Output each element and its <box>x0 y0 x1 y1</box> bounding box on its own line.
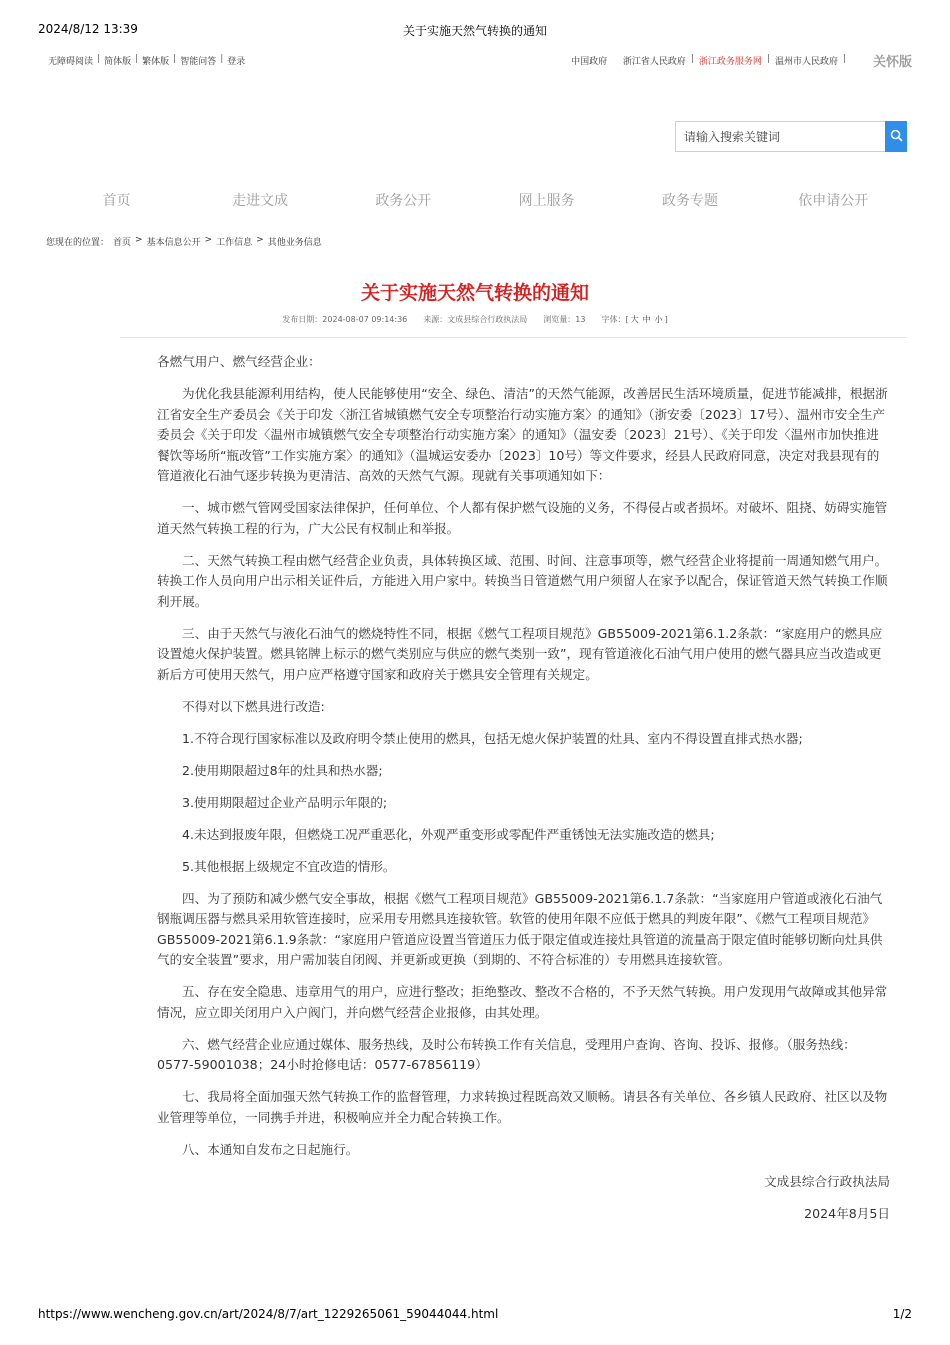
breadcrumb-home[interactable]: 首页 <box>113 238 132 248</box>
paragraph: 一、城市燃气管网受国家法律保护，任何单位、个人都有保护燃气设施的义务，不得侵占或者损坏。对破坏、阻挠、妨碍实施管道天然气转换工程的行为，广大公民有权制止和举报。 <box>157 500 888 536</box>
breadcrumb-basic-info[interactable]: 基本信息公开 <box>146 238 201 248</box>
paragraph: 六、燃气经营企业应通过媒体、服务热线，及时公布转换工作有关信息，受理用户查询、咨询、投诉、报修。（服务热线：0577-59001038；24小时抢修电话：0577-67856119） <box>157 1036 856 1072</box>
article-source: 来源：文成县综合行政执法局 <box>423 315 528 324</box>
font-size-control: 字体：[ 大 中 小 ] <box>601 315 668 324</box>
signature: 文成县综合行政执法局 <box>764 1173 890 1189</box>
paragraph: 不得对以下燃具进行改造: <box>182 698 325 714</box>
paragraph: 为优化我县能源利用结构，使人民能够使用“安全、绿色、清洁”的天然气能源，改善居民生活环境质量，促进节能减排，根据浙江省安全生产委员会《关于印发〈浙江省城镇燃气安全专项整治行动实施方案〉的通知》（浙安委〔2023〕17号）、温州市安全生产委员会《关于印发〈温州市城镇燃气安全专项整治行动实施方案〉的通知》（温安委〔2023〕21号）、《关于印发〈温州市加快推进餐饮等场所“瓶改管”工作实施方案〉的通知》（温城运安委办〔2023〕10号）等文件要求，经县人民政府同意，决定对我县现有的管道液化石油气逐步转换为更清洁、高效的天然气气源。现就有关事项通知如下： <box>157 386 888 483</box>
paragraph: 3.使用期限超过企业产品明示年限的; <box>182 794 388 810</box>
gov-links: 中国政府 浙江省人民政府 | 浙江政务服务网 | 温州市人民政府 | <box>571 54 846 67</box>
font-size-medium[interactable]: 中 <box>642 315 651 324</box>
nav-online-service[interactable]: 网上服务 <box>518 193 575 209</box>
main-nav <box>45 190 905 212</box>
nav-home[interactable]: 首页 <box>102 193 131 209</box>
sign-date: 2024年8月5日 <box>804 1205 890 1221</box>
search-button[interactable] <box>885 121 907 152</box>
font-size-small[interactable]: 小 <box>654 315 663 324</box>
print-page-title: 关于实施天然气转换的通知 <box>402 24 547 38</box>
article-meta <box>0 314 950 325</box>
zhejiang-gov-link[interactable]: 浙江省人民政府 <box>622 57 686 67</box>
print-url: https://www.wencheng.gov.cn/art/2024/8/7/art_1229265061_59044044.html <box>38 1307 499 1321</box>
print-footer <box>38 1307 912 1327</box>
paragraph: 二、天然气转换工程由燃气经营企业负责，具体转换区域、范围、时间、注意事项等，燃气经营企业将提前一周通知燃气用户。转换工作人员向用户出示相关证件后，方能进入用户家中。转换当日管道燃气用户须留人在家予以配合，保证管道天然气转换工作顺利开展。 <box>157 552 888 609</box>
nav-special-topics[interactable]: 政务专题 <box>661 193 718 209</box>
print-page-number: 1/2 <box>892 1307 912 1321</box>
utility-links: 无障碍阅读 | 简体版 | 繁体版 | 智能问答 | 登录 <box>48 54 246 67</box>
search-icon <box>890 129 903 142</box>
search-input[interactable] <box>676 122 886 151</box>
breadcrumb-work-info[interactable]: 工作信息 <box>216 238 253 248</box>
accessibility-link[interactable]: 无障碍阅读 <box>48 57 94 67</box>
font-size-large[interactable]: 大 <box>630 315 639 324</box>
paragraph: 1.不符合现行国家标准以及政府明令禁止使用的燃具，包括无熄火保护装置的灶具、室内不得设置直排式热水器; <box>182 730 803 746</box>
nav-about-wencheng[interactable]: 走进文成 <box>231 193 288 209</box>
paragraph: 5.其他根据上级规定不宜改造的情形。 <box>182 858 396 874</box>
paragraph: 四、为了预防和减少燃气安全事故，根据《燃气工程项目规范》GB55009-2021第6.1.7条款：“当家庭用户管道或液化石油气钢瓶调压器与燃具采用软管连接时，应采用专用燃具连接软管。软管的使用年限不应低于燃具的判废年限”、《燃气工程项目规范》GB55009-2021第6.1.9条款：“家庭用户管道应设置当管道压力低于限定值或连接灶具管道的流量高于限定值时能够切断向灶具供气的安全装置”要求，用户需加装自闭阀、并更新或更换（到期的、不符合标准的）专用燃具连接软管。 <box>157 890 883 967</box>
paragraph: 七、我局将全面加强天然气转换工作的监督管理，力求转换过程既高效又顺畅。请县各有关单位、各乡镇人民政府、社区以及物业管理等单位，一同携手并进，积极响应并全力配合转换工作。 <box>157 1089 888 1125</box>
smart-qa-link[interactable]: 智能问答 <box>180 57 217 67</box>
view-count: 浏览量：13 <box>543 315 586 324</box>
article-body <box>157 352 890 1236</box>
nav-gov-affairs[interactable]: 政务公开 <box>375 193 432 209</box>
traditional-link[interactable]: 繁体版 <box>142 57 170 67</box>
care-mode-button[interactable]: 关怀版 <box>872 55 912 70</box>
zhejiang-service-link[interactable]: 浙江政务服务网 <box>698 57 762 67</box>
nav-apply-disclosure[interactable]: 依申请公开 <box>798 193 869 209</box>
breadcrumb-other-business[interactable]: 其他业务信息 <box>267 238 322 248</box>
publish-date: 发布日期：2024-08-07 09:14:36 <box>282 315 408 324</box>
simplified-link[interactable]: 简体版 <box>104 57 132 67</box>
breadcrumb-label: 您现在的位置： <box>46 238 110 248</box>
china-gov-link[interactable]: 中国政府 <box>571 57 608 67</box>
paragraph: 2.使用期限超过8年的灶具和热水器; <box>182 762 383 778</box>
print-timestamp: 2024/8/12 13:39 <box>38 22 138 36</box>
salutation: 各燃气用户、燃气经营企业： <box>157 354 321 369</box>
title-divider <box>120 337 907 338</box>
login-link[interactable]: 登录 <box>227 57 246 67</box>
search-box <box>675 121 907 152</box>
print-header <box>38 22 912 42</box>
paragraph: 4.未达到报废年限，但燃烧工况严重恶化，外观严重变形或零配件严重锈蚀无法实施改造的燃具; <box>182 826 715 842</box>
article-title: 关于实施天然气转换的通知 <box>360 282 589 304</box>
paragraph: 三、由于天然气与液化石油气的燃烧特性不同，根据《燃气工程项目规范》GB55009-2021第6.1.2条款：“家庭用户的燃具应设置熄火保护装置。燃具铭牌上标示的燃气类别应与供应的燃气类别一致”，现有管道液化石油气用户使用的燃气器具应当改造或更新后方可使用天然气，用户应严格遵守国家和政府关于燃具安全管理有关规定。 <box>157 625 883 682</box>
breadcrumb: 您现在的位置： 首页 > 基本信息公开 > 工作信息 > 其他业务信息 <box>46 235 322 248</box>
top-utility-bar <box>48 54 912 70</box>
wenzhou-gov-link[interactable]: 温州市人民政府 <box>774 57 838 67</box>
paragraph: 八、本通知自发布之日起施行。 <box>182 1141 359 1157</box>
paragraph: 五、存在安全隐患、违章用气的用户，应进行整改；拒绝整改、整改不合格的，不予天然气转换。用户发现用气故障或其他异常情况，应立即关闭用户入户阀门，并向燃气经营企业报修，由其处理。 <box>157 984 888 1020</box>
